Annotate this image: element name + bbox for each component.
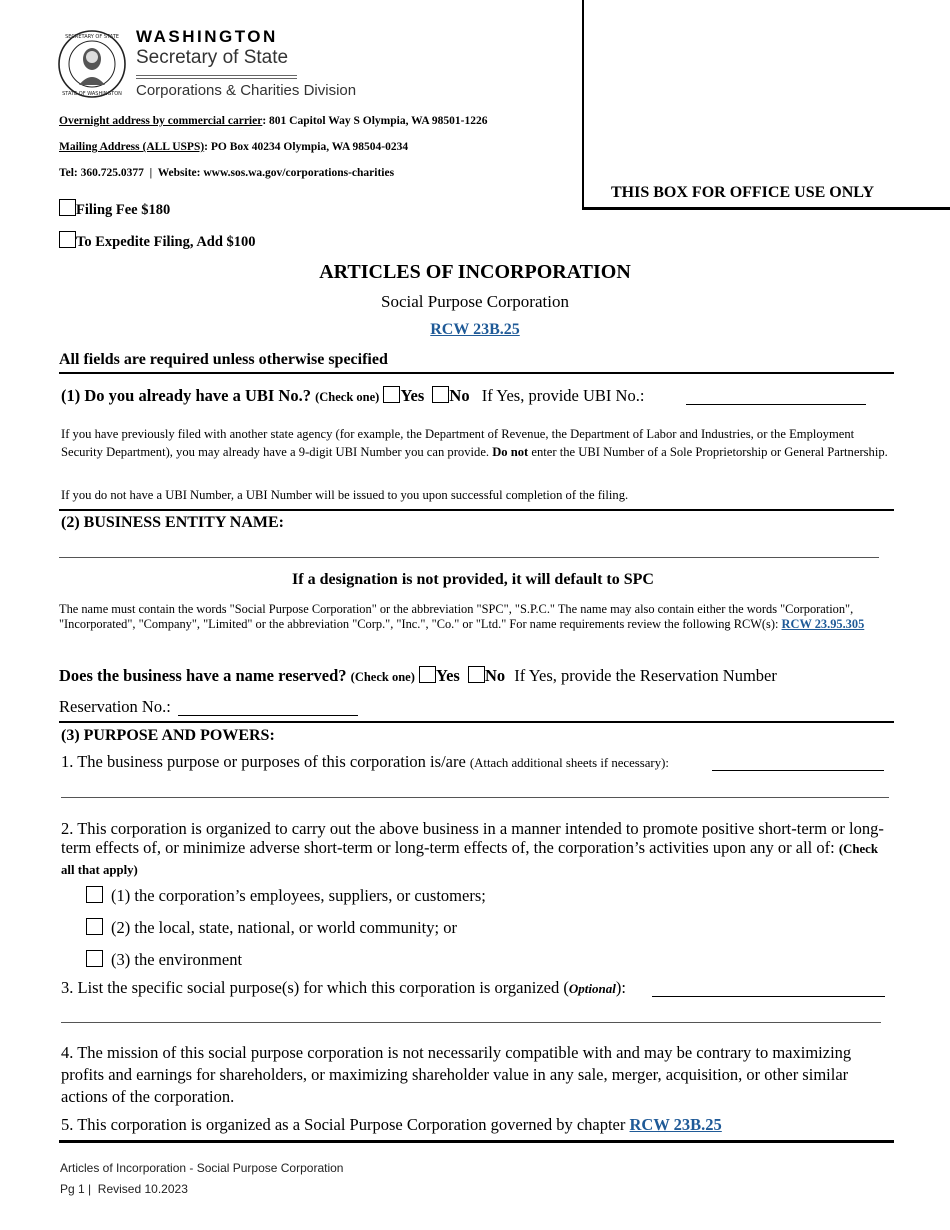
ubi-if-yes: If Yes, provide UBI No.: bbox=[481, 386, 645, 405]
ubi-number-field[interactable] bbox=[686, 404, 866, 405]
reservation-number-label: Reservation No.: bbox=[59, 697, 171, 716]
title-rcw-wrap bbox=[0, 321, 950, 339]
expedite-checkbox[interactable] bbox=[59, 231, 76, 248]
name-reserved-yes-checkbox[interactable] bbox=[419, 666, 436, 683]
purpose-option-2-checkbox[interactable] bbox=[86, 918, 103, 935]
purpose-field-1[interactable] bbox=[712, 770, 884, 771]
section-divider-2 bbox=[59, 509, 894, 511]
purpose-item-3-end: ): bbox=[615, 978, 626, 997]
ubi-yes-checkbox[interactable] bbox=[383, 386, 400, 403]
designation-default-note: If a designation is not provided, it will default to SPC bbox=[292, 571, 654, 588]
purpose-option-1-label: (1) the corporation’s employees, suppliers, or customers; bbox=[111, 886, 486, 905]
logo-divider-2 bbox=[136, 78, 297, 79]
purpose-item-5-text: 5. This corporation is organized as a Social Purpose Corporation governed by chapter bbox=[61, 1115, 630, 1134]
filing-fee-label: Filing Fee $180 bbox=[76, 202, 171, 218]
purpose-option-2 bbox=[86, 918, 457, 938]
svg-text:SECRETARY OF STATE: SECRETARY OF STATE bbox=[65, 34, 119, 40]
purpose-heading: (3) PURPOSE AND POWERS: bbox=[61, 727, 275, 744]
org-subtitle: Secretary of State bbox=[136, 47, 289, 68]
purpose-option-3 bbox=[86, 950, 242, 970]
footer-page-info: Pg 1 | Revised 10.2023 bbox=[60, 1182, 188, 1196]
item5-rcw-link[interactable]: RCW 23B.25 bbox=[629, 1115, 722, 1134]
name-rules-text: The name must contain the words "Social Purpose Corporation" or the abbreviation "SPC", "S.P.C." The name may also contain either the words "Corporation", "Incorporated", "Company", "Limited" or the abbreviation "Corp.", "Inc.", "Co." or "Ltd." For name requirements review the following RCW(s): bbox=[59, 602, 854, 631]
name-reserved-no-checkbox[interactable] bbox=[468, 666, 485, 683]
mailing-label: Mailing Address (ALL USPS) bbox=[59, 141, 205, 153]
purpose-option-3-label: (3) the environment bbox=[111, 950, 243, 969]
business-name-field[interactable] bbox=[59, 557, 879, 558]
overnight-value: : 801 Capitol Way S Olympia, WA 98501-1226 bbox=[262, 115, 488, 127]
overnight-label: Overnight address by commercial carrier bbox=[59, 115, 263, 127]
section-divider-4 bbox=[59, 1140, 894, 1143]
reservation-number-field[interactable] bbox=[178, 715, 358, 716]
purpose-option-1 bbox=[86, 886, 486, 906]
ubi-question: (1) Do you already have a UBI No.? bbox=[61, 386, 311, 405]
mailing-address bbox=[59, 141, 408, 153]
form-subtitle: Social Purpose Corporation bbox=[381, 292, 569, 311]
purpose-item-1-text: 1. The business purpose or purposes of this corporation is/are bbox=[61, 752, 466, 771]
purpose-item-3 bbox=[61, 978, 626, 998]
purpose-item-1 bbox=[61, 752, 669, 772]
purpose-option-3-checkbox[interactable] bbox=[86, 950, 103, 967]
purpose-option-1-checkbox[interactable] bbox=[86, 886, 103, 903]
filing-fee-row bbox=[59, 199, 170, 219]
org-name: WASHINGTON bbox=[136, 27, 278, 46]
title-rcw-link[interactable]: RCW 23B.25 bbox=[430, 321, 520, 338]
section-divider-3 bbox=[59, 721, 894, 723]
division-name: Corporations & Charities Division bbox=[136, 82, 357, 99]
ubi-issue-note: If you do not have a UBI Number, a UBI Number will be issued to you upon successful completion of the filing. bbox=[61, 488, 629, 502]
name-reserved-no-label: No bbox=[484, 666, 506, 685]
ubi-no-label: No bbox=[449, 386, 470, 405]
filing-fee-checkbox[interactable] bbox=[59, 199, 76, 216]
business-name-heading: (2) BUSINESS ENTITY NAME: bbox=[61, 514, 284, 531]
name-reserved-check-one: (Check one) bbox=[350, 670, 415, 684]
purpose-option-2-label: (2) the local, state, national, or world community; or bbox=[111, 918, 457, 937]
ubi-info-paragraph bbox=[61, 425, 891, 461]
ubi-info-text-b: enter the UBI Number of a Sole Proprietorship or General Partnership. bbox=[528, 445, 888, 459]
overnight-address bbox=[59, 115, 487, 127]
name-reserved-row bbox=[59, 666, 777, 686]
ubi-info-text-a: If you have previously filed with another state agency (for example, the Department of Revenue, the Department of Labor and Industries, or the Employment Security Department), you may already have a 9-digit UBI Number you can provide. bbox=[61, 427, 855, 459]
logo-divider bbox=[136, 75, 297, 76]
contact-info: Tel: 360.725.0377 | Website: www.sos.wa.gov/corporations-charities bbox=[59, 167, 395, 179]
purpose-item-2 bbox=[61, 819, 891, 880]
ubi-info-bold: Do not bbox=[492, 445, 529, 459]
section-divider-1 bbox=[59, 372, 894, 374]
washington-seal bbox=[57, 29, 127, 99]
expedite-row bbox=[59, 231, 256, 251]
expedite-label: To Expedite Filing, Add $100 bbox=[76, 234, 256, 250]
name-reserved-yes-label: Yes bbox=[436, 666, 460, 685]
name-rcw-link[interactable]: RCW 23.95.305 bbox=[781, 617, 865, 631]
social-purpose-field-1[interactable] bbox=[652, 996, 885, 997]
mailing-value: : PO Box 40234 Olympia, WA 98504-0234 bbox=[204, 141, 409, 153]
ubi-yes-label: Yes bbox=[400, 386, 425, 405]
purpose-item-4: 4. The mission of this social purpose corporation is not necessarily compatible with and may be contrary to maximizing profits and earnings for shareholders, or maximizing shareholder value in any sale, merger, acquisition, or other similar actions of the corporation. bbox=[61, 1043, 852, 1106]
purpose-item-2-note: (Check all that apply) bbox=[61, 842, 878, 877]
purpose-item-3-text: 3. List the specific social purpose(s) for which this corporation is organized ( bbox=[61, 978, 569, 997]
ubi-no-checkbox[interactable] bbox=[432, 386, 449, 403]
purpose-item-5 bbox=[61, 1115, 722, 1135]
name-reserved-if-yes: If Yes, provide the Reservation Number bbox=[514, 666, 777, 685]
ubi-check-one: (Check one) bbox=[315, 390, 380, 404]
ubi-question-row bbox=[61, 386, 644, 406]
footer-doc-name: Articles of Incorporation - Social Purpose Corporation bbox=[60, 1161, 344, 1175]
form-title: ARTICLES OF INCORPORATION bbox=[319, 261, 631, 283]
required-note: All fields are required unless otherwise specified bbox=[59, 351, 388, 368]
name-rules-paragraph bbox=[59, 602, 894, 632]
office-box-bottom-border bbox=[582, 207, 950, 210]
purpose-item-1-note: (Attach additional sheets if necessary): bbox=[469, 756, 669, 770]
office-use-label: THIS BOX FOR OFFICE USE ONLY bbox=[611, 184, 875, 201]
purpose-field-2[interactable] bbox=[61, 797, 889, 798]
svg-text:STATE OF WASHINGTON: STATE OF WASHINGTON bbox=[62, 91, 122, 97]
purpose-item-3-optional: Optional bbox=[568, 981, 616, 996]
name-reserved-question: Does the business have a name reserved? bbox=[59, 666, 347, 685]
purpose-item-2-text: 2. This corporation is organized to carry out the above business in a manner intended to promote positive short-term or long-term effects of, or minimize adverse short-term or long-term effects of, the corporation’s activities upon any or all of: bbox=[61, 819, 884, 857]
social-purpose-field-2[interactable] bbox=[61, 1022, 881, 1023]
office-box-left-border bbox=[582, 0, 584, 210]
